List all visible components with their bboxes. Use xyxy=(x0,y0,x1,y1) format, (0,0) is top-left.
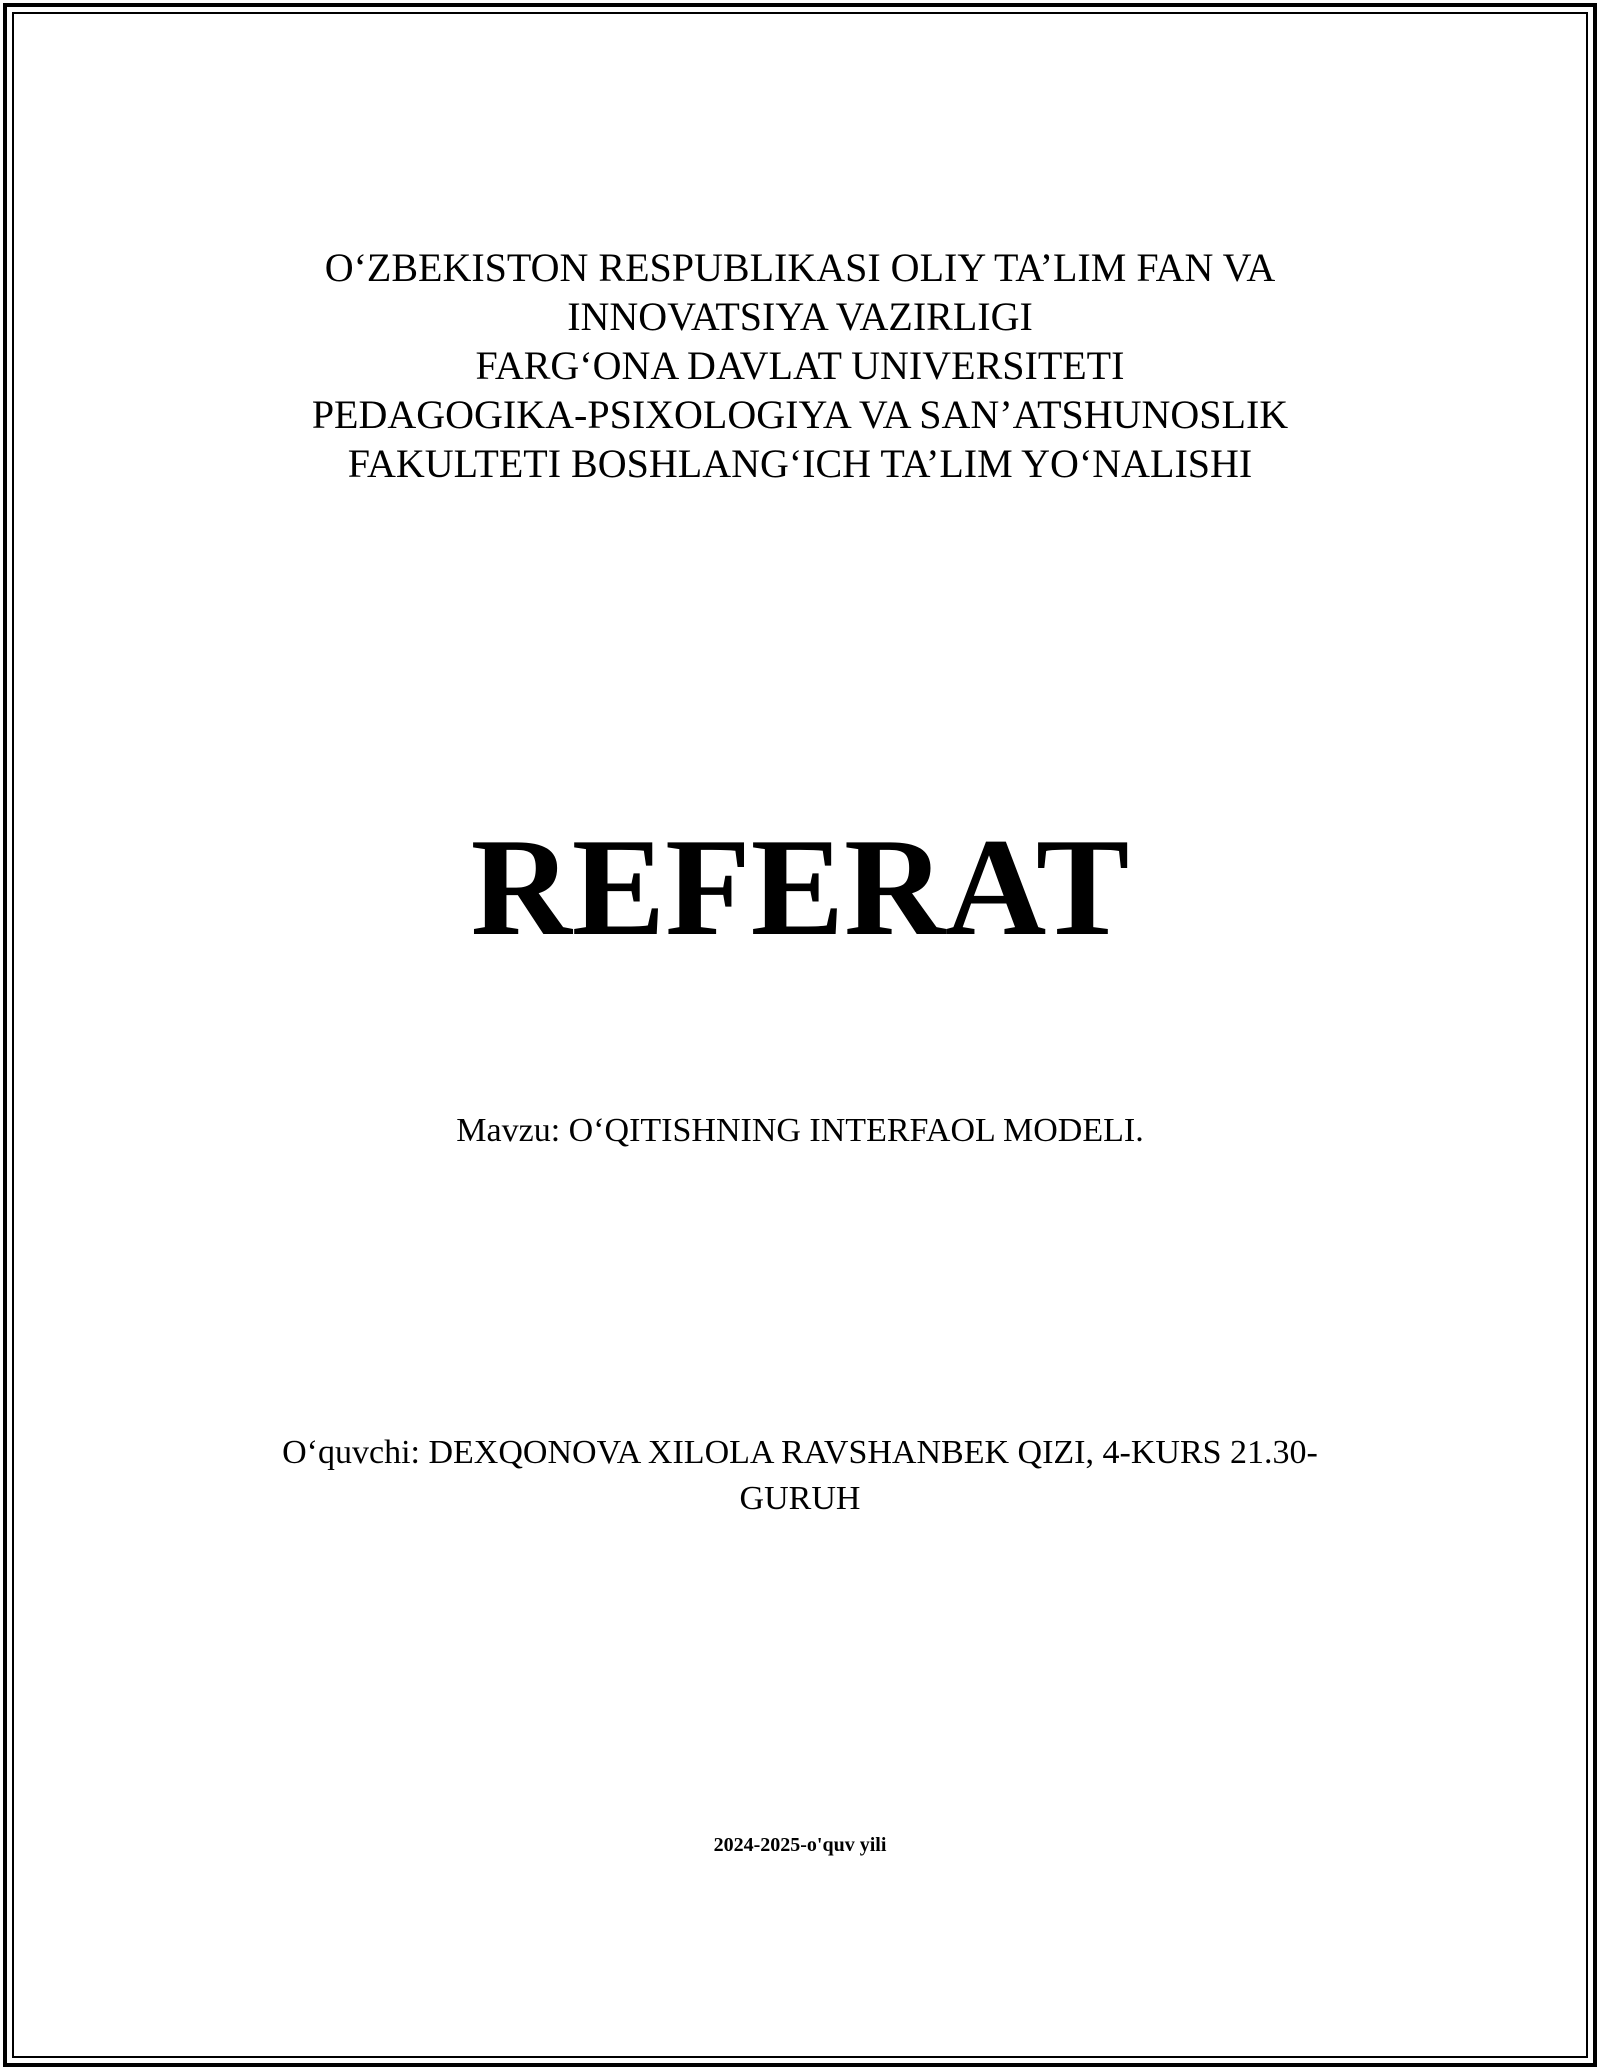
header-line: O‘ZBEKISTON RESPUBLIKASI OLIY TA’LIM FAN VA xyxy=(324,245,1276,290)
student-line: O‘quvchi: DEXQONOVA XILOLA RAVSHANBEK QIZI, 4-KURS 21.30- xyxy=(282,1434,1318,1471)
student-info xyxy=(0,1430,1600,1522)
academic-year: 2024-2025-o'quv yili xyxy=(713,1834,887,1856)
topic-line: Mavzu: O‘QITISHNING INTERFAOL MODELI. xyxy=(456,1112,1144,1149)
institution-header xyxy=(0,243,1600,488)
header-line: FARG‘ONA DAVLAT UNIVERSITETI xyxy=(475,343,1125,388)
header-line: FAKULTETI BOSHLANG‘ICH TA’LIM YO‘NALISHI xyxy=(347,441,1253,486)
document-title: REFERAT xyxy=(470,810,1130,965)
student-line: GURUH xyxy=(739,1480,861,1517)
header-line: PEDAGOGIKA-PSIXOLOGIYA VA SAN’ATSHUNOSLIK xyxy=(311,392,1289,437)
header-line: INNOVATSIYA VAZIRLIGI xyxy=(567,294,1033,339)
